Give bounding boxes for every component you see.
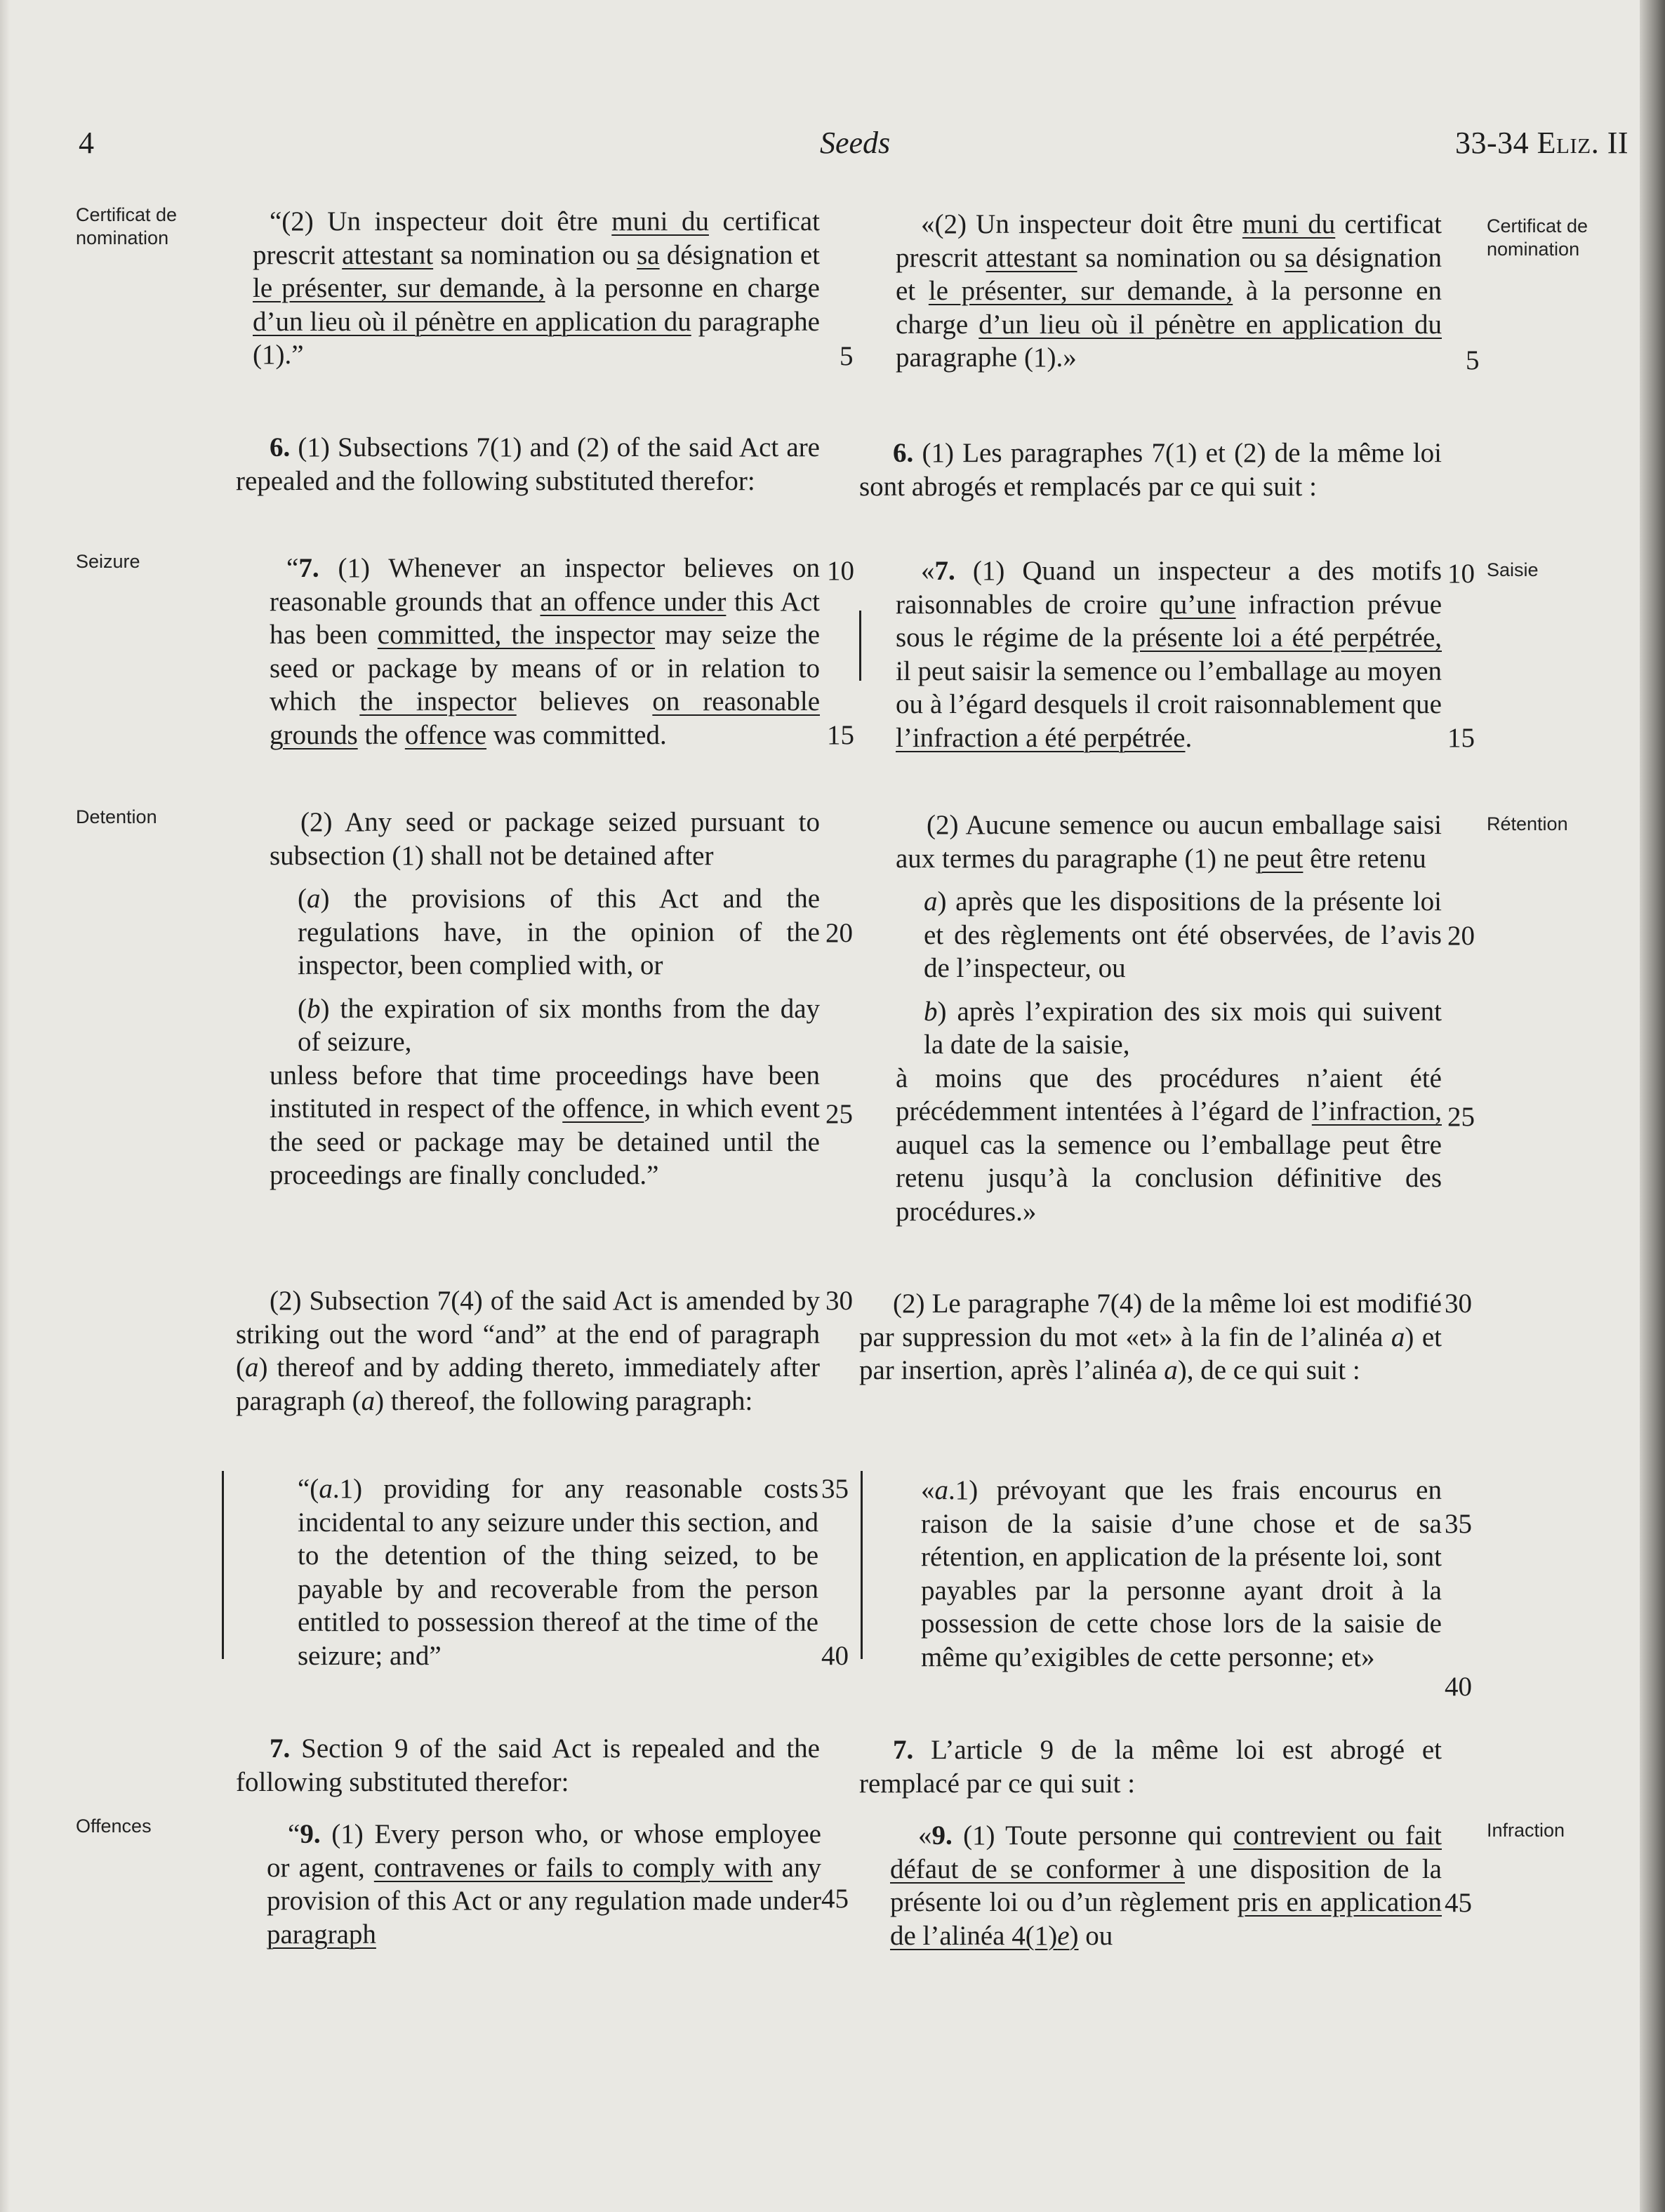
fr-article-7-2: (2) Aucune semence ou aucun emballage saisi aux termes du paragraphe (1) ne peut être retenu a) après que les dispositions de la présente loi et des règlements ont été observées, de l’avis de l’inspecteur, ou b) après l’expiration des six mois qui suivent la date de la saisie, à moins que des procédures n’aient été précédemment intentées à l’égard de l’infraction, auquel cas la semence ou l’emballage peut être retenu jusqu’à la conclusion définitive des procédures.» (896, 810, 1442, 1227)
en-clause-6: 6. (1) Subsections 7(1) and (2) of the said Act are repealed and the following substituted therefor: (236, 432, 820, 496)
margin-note-certificate-fr: Certificat de nomination (1487, 215, 1588, 260)
margin-note-certificate-en: Certificat de nomination (76, 204, 178, 248)
line-number: 45 (821, 1884, 849, 1914)
change-bar (222, 1471, 224, 1659)
line-number-fr: 10 (1447, 559, 1475, 589)
line-number-fr: 25 (1447, 1102, 1475, 1132)
margin-note-offences-fr: Infraction (1487, 1820, 1565, 1841)
running-title: Seeds (820, 126, 891, 160)
line-number-fr: 20 (1447, 921, 1475, 951)
line-number: 35 (821, 1474, 849, 1504)
line-number-fr: 45 (1445, 1888, 1472, 1918)
page-number: 4 (79, 126, 94, 160)
en-section-9: “9. (1) Every person who, or whose employee or agent, contravenes or fails to comply with any provision of this Act or any regulation made under paragraph (267, 1819, 821, 1950)
line-number: 10 (827, 556, 854, 586)
fr-article-7-1: «7. (1) Quand un inspecteur a des motifs raisonnables de croire qu’une infraction prévue sous le régime de la présente loi a été perpétrée, il peut saisir la semence ou l’emballage au moyen ou à l’égard desquels il croit raisonnablement que l’infraction a été perpétrée. (896, 556, 1442, 753)
line-number-fr: 35 (1445, 1509, 1472, 1539)
line-number: 40 (821, 1641, 849, 1671)
margin-note-detention-en: Detention (76, 806, 157, 827)
page-binding-edge (1640, 0, 1665, 2212)
margin-note-offences-en: Offences (76, 1815, 152, 1837)
line-number: 30 (825, 1286, 853, 1316)
margin-note-seizure-fr: Saisie (1487, 559, 1539, 580)
line-number: 25 (825, 1099, 853, 1129)
fr-article-6: 6. (1) Les paragraphes 7(1) et (2) de la même loi sont abrogés et remplacés par ce qui suit : (859, 438, 1442, 502)
fr-paragraphe-2-certificat: «(2) Un inspecteur doit être muni du certificat prescrit attestant sa nomination ou sa désignation et le présenter, sur demande, à la personne en charge d’un lieu où il pénètre en application du paragraphe (1).» (896, 209, 1442, 373)
line-number: 15 (827, 720, 854, 750)
fr-article-9: «9. (1) Toute personne qui contrevient ou fait défaut de se conformer à une disposition de la présente loi ou d’un règlement pris en application de l’alinéa 4(1)e) ou (890, 1820, 1442, 1951)
line-number-fr: 5 (1466, 345, 1480, 375)
change-bar (861, 1471, 863, 1659)
fr-article-6-2: (2) Le paragraphe 7(4) de la même loi est modifié par suppression du mot «et» à la fin de l’alinéa a) et par insertion, après l’alinéa a), de ce qui suit : (859, 1288, 1442, 1385)
change-bar (859, 611, 861, 681)
fr-article-7: 7. L’article 9 de la même loi est abrogé et remplacé par ce qui suit : (859, 1735, 1442, 1799)
line-number: 5 (840, 341, 854, 371)
page-left-edge (0, 0, 10, 2212)
line-number: 20 (825, 918, 853, 948)
fr-alinea-a1: «a.1) prévoyant que les frais encourus en raison de la saisie d’une chose et de sa rétention, en application de la présente loi, sont payables par la personne ayant droit à la possession de cette chose lors de la saisie de même qu’exigibles de cette personne; et» (921, 1475, 1442, 1672)
regnal-year: 33-34 Eliz. II (1454, 126, 1628, 160)
line-number-fr: 40 (1445, 1672, 1472, 1702)
en-section-7-1: “7. (1) Whenever an inspector believes on reasonable grounds that an offence under this Act has been committed, the inspector may seize the seed or package by means of or in relation to which the inspector believes on reasonable grounds the offence was committed. (270, 553, 821, 750)
en-clause-6-2: (2) Subsection 7(4) of the said Act is amended by striking out the word “and” at the end of paragraph (a) thereof and by adding thereto, immediately after paragraph (a) thereof, the following paragraph: (236, 1286, 820, 1416)
en-subsection-2-certificate: “(2) Un inspecteur doit être muni du certificat prescrit attestant sa nomination ou sa désignation et le présenter, sur demande, à la personne en charge d’un lieu où il pénètre en application du paragraphe (1).” (253, 206, 821, 370)
en-section-7-2: (2) Any seed or package seized pursuant to subsection (1) shall not be detained after (a) the provisions of this Act and the regulations have, in the opinion of the inspector, been complied with, or (b) the expiration of six months from the day of seizure, unless before that time proceedings have been instituted in respect of the offence, in which event the seed or package may be detained until the proceedings are finally concluded.” (270, 807, 820, 1190)
en-paragraph-a1: “(a.1) providing for any reasonable costs incidental to any seizure under this section, and to the detention of the thing seized, to be payable by and recoverable from the person entitled to possession thereof at the time of the seizure; and” (298, 1474, 818, 1671)
line-number-fr: 30 (1445, 1288, 1472, 1319)
line-number-fr: 15 (1447, 723, 1475, 753)
en-clause-7: 7. Section 9 of the said Act is repealed and the following substituted therefor: (236, 1733, 820, 1797)
margin-note-seizure-en: Seizure (76, 551, 140, 572)
margin-note-detention-fr: Rétention (1487, 813, 1568, 834)
